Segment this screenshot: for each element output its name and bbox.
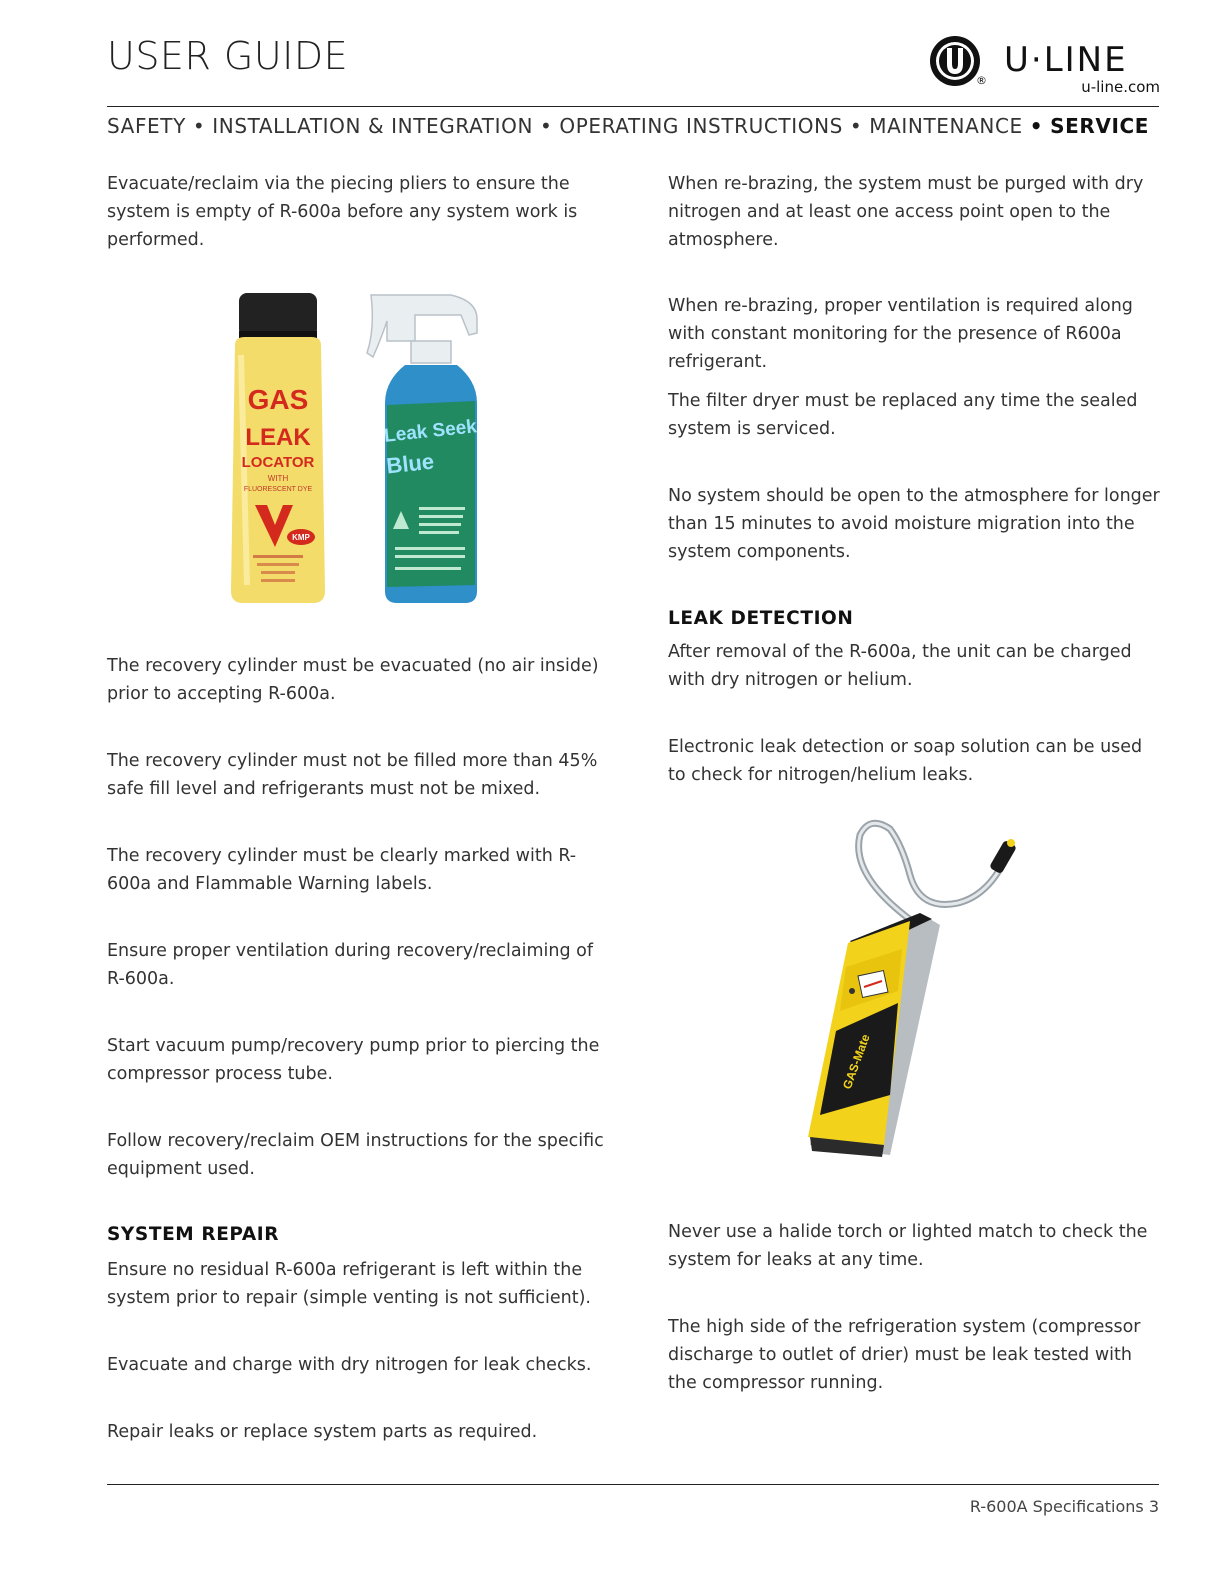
paragraph: Repair leaks or replace system parts as required. xyxy=(107,1422,538,1442)
paragraph: The high side of the refrigeration system (compressor discharge to outlet of drier) must be leak tested with the compressor running. xyxy=(668,1317,1141,1393)
page-footer: R-600A Specifications 3 xyxy=(969,1497,1159,1516)
bottle-label-leak: LEAK xyxy=(245,424,311,451)
paragraph: The recovery cylinder must be evacuated (no air inside) prior to accepting R-600a. xyxy=(107,656,599,704)
nav-item-operating[interactable]: OPERATING INSTRUCTIONS xyxy=(559,114,843,138)
bottle-label-gas: GAS xyxy=(247,384,309,415)
gas-leak-locator-bottle xyxy=(231,293,325,603)
paragraph: Electronic leak detection or soap solution can be used to check for nitrogen/helium leaks. xyxy=(668,737,1143,785)
kmp-badge: KMP xyxy=(292,533,310,542)
registered-mark: ® xyxy=(976,74,987,87)
page-title: USER GUIDE xyxy=(107,34,349,78)
leak-seek-blue-spray-bottle xyxy=(367,295,478,603)
system-repair-heading: SYSTEM REPAIR xyxy=(107,1224,280,1245)
paragraph: Never use a halide torch or lighted match to check the system for leaks at any time. xyxy=(668,1222,1148,1270)
nav-item-service-active[interactable]: SERVICE xyxy=(1050,114,1150,138)
detector-brand-label: GAS-Mate xyxy=(839,1032,873,1091)
paragraph: Ensure proper ventilation during recovery/reclaiming of R-600a. xyxy=(107,941,594,989)
paragraph: The recovery cylinder must be clearly marked with R-600a and Flammable Warning labels. xyxy=(107,846,577,894)
leak-detection-heading: LEAK DETECTION xyxy=(668,608,854,629)
logo-wordmark: U·LINE xyxy=(1004,40,1128,80)
spray-label-leak-seek: Leak Seek xyxy=(383,416,478,447)
paragraph: No system should be open to the atmosphere for longer than 15 minutes to avoid moisture migration into the system components. xyxy=(668,486,1160,562)
paragraph: Follow recovery/reclaim OEM instructions for the specific equipment used. xyxy=(107,1131,604,1179)
paragraph: The recovery cylinder must not be filled more than 45% safe fill level and refrigerants must not be mixed. xyxy=(107,751,598,799)
nav-separator: • xyxy=(540,114,553,138)
paragraph: The filter dryer must be replaced any time the sealed system is serviced. xyxy=(668,391,1138,439)
paragraph: Ensure no residual R-600a refrigerant is left within the system prior to repair (simple venting is not sufficient). xyxy=(107,1260,591,1308)
paragraph: After removal of the R-600a, the unit can be charged with dry nitrogen or helium. xyxy=(668,642,1132,690)
paragraph: When re-brazing, proper ventilation is required along with constant monitoring for the presence of R600a refrigerant. xyxy=(668,296,1133,372)
bottle-label-with: WITH xyxy=(267,474,289,483)
leak-detection-products-image xyxy=(215,285,495,615)
bottle-label-dye: FLUORESCENT DYE xyxy=(243,486,313,493)
paragraph: When re-brazing, the system must be purged with dry nitrogen and at least one access point open to the atmosphere. xyxy=(668,174,1144,250)
footer-rule xyxy=(107,1484,1159,1485)
u-line-logo xyxy=(928,34,1160,96)
nav-item-installation[interactable]: INSTALLATION & INTEGRATION xyxy=(212,114,534,138)
logo-url: u-line.com xyxy=(1081,78,1160,96)
nav-separator: • xyxy=(192,114,206,138)
nav-separator: • xyxy=(1029,114,1044,138)
nav-item-safety[interactable]: SAFETY xyxy=(107,114,186,138)
intro-paragraph: Evacuate/reclaim via the piecing pliers to ensure the system is empty of R-600a before any system work is performed. xyxy=(107,174,578,250)
spray-label-blue: Blue xyxy=(385,448,436,479)
paragraph: Start vacuum pump/recovery pump prior to piercing the compressor process tube. xyxy=(107,1036,600,1084)
section-breadcrumb xyxy=(107,114,1159,138)
bottle-label-locator: LOCATOR xyxy=(241,454,315,471)
header-rule xyxy=(107,106,1159,107)
nav-separator: • xyxy=(849,114,863,138)
nav-item-maintenance[interactable]: MAINTENANCE xyxy=(869,114,1023,138)
electronic-leak-detector-image xyxy=(790,815,1040,1165)
paragraph: Evacuate and charge with dry nitrogen for leak checks. xyxy=(107,1355,592,1375)
